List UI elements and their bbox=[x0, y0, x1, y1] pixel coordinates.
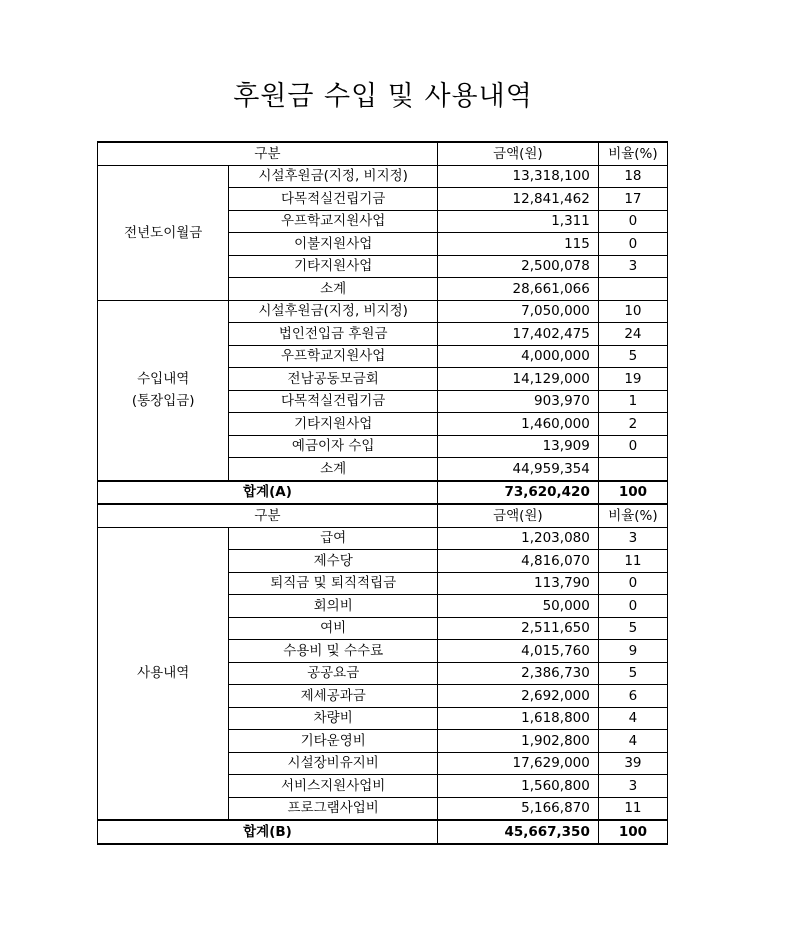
item-amount: 1,560,800 bbox=[437, 775, 598, 798]
total-b-row-amount: 45,667,350 bbox=[437, 820, 598, 844]
item-ratio: 0 bbox=[598, 595, 667, 618]
item-name: 이불지원사업 bbox=[229, 233, 438, 256]
subtotal-ratio bbox=[598, 278, 667, 301]
item-name: 차량비 bbox=[229, 707, 438, 730]
header-amount: 금액(원) bbox=[437, 504, 598, 527]
carryover-category-text: 전년도이월금 bbox=[124, 224, 203, 241]
item-ratio: 11 bbox=[598, 797, 667, 820]
header-category: 구분 bbox=[98, 142, 438, 165]
item-amount: 12,841,462 bbox=[437, 188, 598, 211]
total-b-row-ratio: 100 bbox=[598, 820, 667, 844]
item-amount: 13,318,100 bbox=[437, 165, 598, 188]
item-amount: 17,402,475 bbox=[437, 323, 598, 346]
total-b-row-label: 합계(B) bbox=[98, 820, 438, 844]
item-amount: 903,970 bbox=[437, 390, 598, 413]
total-a-row-amount: 73,620,420 bbox=[437, 481, 598, 505]
item-amount: 2,511,650 bbox=[437, 617, 598, 640]
item-ratio: 11 bbox=[598, 550, 667, 573]
item-name: 공공요금 bbox=[229, 662, 438, 685]
item-ratio: 5 bbox=[598, 617, 667, 640]
item-ratio: 5 bbox=[598, 662, 667, 685]
item-ratio: 4 bbox=[598, 707, 667, 730]
header-amount: 금액(원) bbox=[437, 142, 598, 165]
item-ratio: 0 bbox=[598, 233, 667, 256]
item-name: 다목적실건립기금 bbox=[229, 390, 438, 413]
item-ratio: 0 bbox=[598, 210, 667, 233]
item-ratio: 6 bbox=[598, 685, 667, 708]
item-name: 전남공동모금회 bbox=[229, 368, 438, 391]
item-ratio: 18 bbox=[598, 165, 667, 188]
table-row bbox=[98, 527, 668, 550]
carryover-category bbox=[98, 165, 229, 300]
income-category-text: (통장입금) bbox=[131, 393, 195, 409]
item-ratio: 3 bbox=[598, 255, 667, 278]
item-name: 예금이자 수입 bbox=[229, 435, 438, 458]
total-a-row-label: 합계(A) bbox=[98, 481, 438, 505]
item-amount: 1,460,000 bbox=[437, 413, 598, 436]
item-name: 기타지원사업 bbox=[229, 255, 438, 278]
item-ratio: 5 bbox=[598, 345, 667, 368]
item-amount: 1,203,080 bbox=[437, 527, 598, 550]
item-amount: 115 bbox=[437, 233, 598, 256]
item-ratio: 19 bbox=[598, 368, 667, 391]
subtotal-amount: 28,661,066 bbox=[437, 278, 598, 301]
item-name: 수용비 및 수수료 bbox=[229, 640, 438, 663]
item-amount: 17,629,000 bbox=[437, 752, 598, 775]
item-amount: 4,015,760 bbox=[437, 640, 598, 663]
header-category: 구분 bbox=[98, 504, 438, 527]
item-ratio: 9 bbox=[598, 640, 667, 663]
item-ratio: 3 bbox=[598, 775, 667, 798]
item-ratio: 10 bbox=[598, 300, 667, 323]
item-name: 법인전입금 후원금 bbox=[229, 323, 438, 346]
income-category-text: 수입내역 bbox=[137, 371, 190, 387]
item-ratio: 39 bbox=[598, 752, 667, 775]
donation-ledger-table bbox=[97, 141, 668, 845]
expense-category bbox=[98, 527, 229, 820]
item-amount: 13,909 bbox=[437, 435, 598, 458]
item-amount: 1,902,800 bbox=[437, 730, 598, 753]
item-name: 기타운영비 bbox=[229, 730, 438, 753]
item-name: 다목적실건립기금 bbox=[229, 188, 438, 211]
item-name: 급여 bbox=[229, 527, 438, 550]
item-ratio: 17 bbox=[598, 188, 667, 211]
item-name: 기타지원사업 bbox=[229, 413, 438, 436]
item-amount: 2,386,730 bbox=[437, 662, 598, 685]
item-amount: 2,500,078 bbox=[437, 255, 598, 278]
item-ratio: 0 bbox=[598, 435, 667, 458]
header-row bbox=[98, 504, 668, 527]
item-ratio: 2 bbox=[598, 413, 667, 436]
item-ratio: 3 bbox=[598, 527, 667, 550]
item-name: 우프학교지원사업 bbox=[229, 210, 438, 233]
item-ratio: 4 bbox=[598, 730, 667, 753]
item-amount: 7,050,000 bbox=[437, 300, 598, 323]
item-name: 시설후원금(지정, 비지정) bbox=[229, 165, 438, 188]
item-amount: 14,129,000 bbox=[437, 368, 598, 391]
header-ratio: 비율(%) bbox=[598, 504, 667, 527]
item-name: 여비 bbox=[229, 617, 438, 640]
item-amount: 2,692,000 bbox=[437, 685, 598, 708]
table-row bbox=[98, 300, 668, 323]
item-ratio: 0 bbox=[598, 572, 667, 595]
item-ratio: 1 bbox=[598, 390, 667, 413]
table-row bbox=[98, 165, 668, 188]
subtotal-amount: 44,959,354 bbox=[437, 458, 598, 481]
item-name: 프로그램사업비 bbox=[229, 797, 438, 820]
item-name: 우프학교지원사업 bbox=[229, 345, 438, 368]
item-name: 제수당 bbox=[229, 550, 438, 573]
page-title: 후원금 수입 및 사용내역 bbox=[233, 81, 533, 112]
item-amount: 50,000 bbox=[437, 595, 598, 618]
item-amount: 1,311 bbox=[437, 210, 598, 233]
item-amount: 4,000,000 bbox=[437, 345, 598, 368]
subtotal-ratio bbox=[598, 458, 667, 481]
header-ratio: 비율(%) bbox=[598, 142, 667, 165]
income-category bbox=[98, 300, 229, 481]
item-name: 시설장비유지비 bbox=[229, 752, 438, 775]
expense-category-text: 사용내역 bbox=[137, 665, 190, 682]
item-amount: 113,790 bbox=[437, 572, 598, 595]
item-amount: 5,166,870 bbox=[437, 797, 598, 820]
item-name: 시설후원금(지정, 비지정) bbox=[229, 300, 438, 323]
header-row bbox=[98, 142, 668, 165]
subtotal-label: 소계 bbox=[229, 278, 438, 301]
item-name: 서비스지원사업비 bbox=[229, 775, 438, 798]
item-amount: 1,618,800 bbox=[437, 707, 598, 730]
total-a-row-ratio: 100 bbox=[598, 481, 667, 505]
item-name: 회의비 bbox=[229, 595, 438, 618]
item-name: 제세공과금 bbox=[229, 685, 438, 708]
item-ratio: 24 bbox=[598, 323, 667, 346]
subtotal-label: 소계 bbox=[229, 458, 438, 481]
total-a-row bbox=[98, 481, 668, 505]
item-amount: 4,816,070 bbox=[437, 550, 598, 573]
item-name: 퇴직금 및 퇴직적립금 bbox=[229, 572, 438, 595]
total-b-row bbox=[98, 820, 668, 844]
ledger-body bbox=[98, 142, 668, 844]
